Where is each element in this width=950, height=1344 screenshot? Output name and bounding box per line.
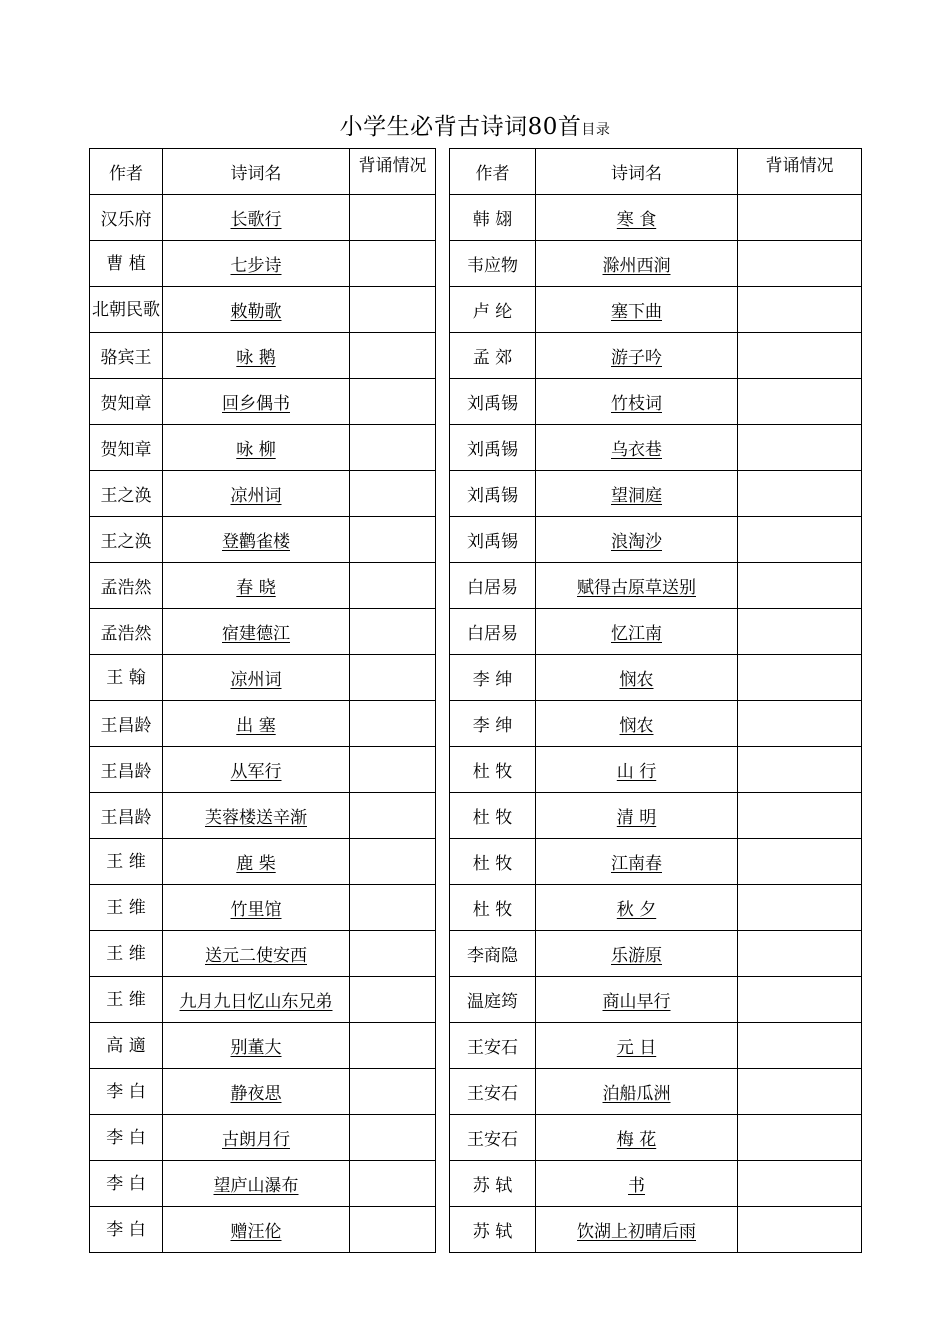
author-right: 白居易 (450, 563, 536, 609)
recite-status-left[interactable] (350, 1023, 436, 1069)
poem-title-right-text: 饮湖上初晴后雨 (577, 1222, 696, 1242)
poem-title-left (163, 977, 350, 1023)
table-row (90, 195, 862, 241)
author-right: 杜 牧 (450, 747, 536, 793)
poem-title-right (536, 241, 738, 287)
poem-title-right-text: 望洞庭 (611, 486, 662, 506)
author-right: 刘禹锡 (450, 379, 536, 425)
poem-title-left (163, 241, 350, 287)
table-row (90, 1161, 862, 1207)
poem-title-right-text: 忆江南 (611, 624, 662, 644)
author-right: 刘禹锡 (450, 517, 536, 563)
table-row (90, 609, 862, 655)
recite-status-right[interactable] (738, 333, 862, 379)
table-row (90, 241, 862, 287)
recite-status-left[interactable] (350, 471, 436, 517)
poem-title-left (163, 1161, 350, 1207)
poem-title-right (536, 839, 738, 885)
author-left: 王之涣 (90, 517, 163, 563)
poem-title-left-text: 长歌行 (230, 210, 282, 230)
author-right: 王安石 (450, 1115, 536, 1161)
column-gap (436, 1069, 450, 1115)
recite-status-left[interactable] (350, 977, 436, 1023)
poem-title-left-text: 别董大 (230, 1038, 282, 1058)
recite-status-right[interactable] (738, 379, 862, 425)
poem-title-right (536, 609, 738, 655)
recite-status-right[interactable] (738, 885, 862, 931)
recite-status-left[interactable] (350, 1161, 436, 1207)
recite-status-right[interactable] (738, 747, 862, 793)
column-gap (436, 1023, 450, 1069)
poem-title-left (163, 885, 350, 931)
poem-title-left (163, 701, 350, 747)
recite-status-right[interactable] (738, 1023, 862, 1069)
table-row (90, 471, 862, 517)
poem-title-left (163, 425, 350, 471)
page-title (0, 108, 950, 141)
poem-title-left-text: 咏 鹅 (236, 348, 276, 368)
poem-title-right (536, 195, 738, 241)
recite-status-right[interactable] (738, 241, 862, 287)
poem-title-left-text: 从军行 (230, 762, 282, 782)
column-gap (436, 287, 450, 333)
recite-status-left[interactable] (350, 1069, 436, 1115)
poem-title-left-text: 鹿 柴 (236, 854, 276, 874)
poem-title-right-text: 乐游原 (611, 946, 662, 966)
poem-title-left (163, 839, 350, 885)
title-main: 小学生必背古诗词80首 (339, 114, 582, 140)
poem-title-right (536, 655, 738, 701)
table-row (90, 1115, 862, 1161)
author-left: 王 维 (90, 931, 163, 977)
poem-title-right (536, 471, 738, 517)
column-gap (436, 747, 450, 793)
author-right: 杜 牧 (450, 885, 536, 931)
table-row (90, 563, 862, 609)
author-left: 李 白 (90, 1207, 163, 1253)
poem-title-left (163, 609, 350, 655)
poem-title-right (536, 701, 738, 747)
poem-title-left (163, 517, 350, 563)
poem-table (89, 148, 862, 1253)
author-left: 贺知章 (90, 379, 163, 425)
poem-title-left (163, 1069, 350, 1115)
recite-status-left[interactable] (350, 747, 436, 793)
author-right: 杜 牧 (450, 793, 536, 839)
poem-title-right-text: 塞下曲 (611, 302, 662, 322)
table-row (90, 333, 862, 379)
author-left: 曹 植 (90, 241, 163, 287)
table-row (90, 379, 862, 425)
poem-title-left-text: 出 塞 (236, 716, 276, 736)
poem-title-left-text: 敕勒歌 (230, 302, 282, 322)
recite-status-right[interactable] (738, 1115, 862, 1161)
table-row (90, 885, 862, 931)
poem-title-left-text: 凉州词 (230, 670, 282, 690)
author-left: 贺知章 (90, 425, 163, 471)
table-row (90, 1207, 862, 1253)
recite-status-left[interactable] (350, 287, 436, 333)
table-row (90, 425, 862, 471)
poem-title-left (163, 1023, 350, 1069)
poem-title-right-text: 书 (628, 1176, 645, 1196)
author-right: 刘禹锡 (450, 471, 536, 517)
column-gap (436, 517, 450, 563)
author-left: 李 白 (90, 1069, 163, 1115)
poem-title-right-text: 山 行 (616, 762, 657, 782)
poem-title-right (536, 563, 738, 609)
column-gap (436, 333, 450, 379)
table-row (90, 1069, 862, 1115)
poem-title-right (536, 333, 738, 379)
recite-status-left[interactable] (350, 241, 436, 287)
author-right: 孟 郊 (450, 333, 536, 379)
recite-status-left[interactable] (350, 655, 436, 701)
column-gap (436, 471, 450, 517)
table-row (90, 517, 862, 563)
header-row (90, 149, 862, 195)
poem-title-right (536, 977, 738, 1023)
poem-title-left (163, 931, 350, 977)
recite-status-right[interactable] (738, 517, 862, 563)
recite-status-left[interactable] (350, 563, 436, 609)
author-left: 李 白 (90, 1161, 163, 1207)
author-right: 温庭筠 (450, 977, 536, 1023)
author-left: 王 维 (90, 977, 163, 1023)
column-gap (436, 977, 450, 1023)
column-gap (436, 425, 450, 471)
poem-title-left (163, 793, 350, 839)
poem-title-right (536, 885, 738, 931)
poem-title-right-text: 元 日 (616, 1038, 657, 1058)
poem-title-right-text: 江南春 (611, 854, 662, 874)
table-row (90, 701, 862, 747)
column-gap (436, 1115, 450, 1161)
header-poem-left: 诗词名 (163, 149, 350, 195)
column-gap (436, 701, 450, 747)
author-right: 杜 牧 (450, 839, 536, 885)
header-author-left: 作者 (90, 149, 163, 195)
column-gap (436, 1207, 450, 1253)
table-row (90, 977, 862, 1023)
column-gap (436, 655, 450, 701)
poem-title-right-text: 秋 夕 (616, 900, 657, 920)
recite-status-right[interactable] (738, 839, 862, 885)
poem-title-right (536, 287, 738, 333)
poem-title-left-text: 春 晓 (236, 578, 276, 598)
recite-status-right[interactable] (738, 931, 862, 977)
poem-title-left-text: 望庐山瀑布 (213, 1176, 299, 1196)
poem-title-left (163, 655, 350, 701)
author-right: 韦应物 (450, 241, 536, 287)
recite-status-right[interactable] (738, 1069, 862, 1115)
poem-title-right-text: 滁州西涧 (602, 256, 671, 276)
recite-status-left[interactable] (350, 195, 436, 241)
column-gap (436, 931, 450, 977)
column-gap (436, 839, 450, 885)
author-right: 刘禹锡 (450, 425, 536, 471)
column-gap (436, 241, 450, 287)
table-row (90, 287, 862, 333)
table-row (90, 839, 862, 885)
column-gap (436, 563, 450, 609)
recite-status-right[interactable] (738, 701, 862, 747)
poem-title-left (163, 471, 350, 517)
author-left: 王之涣 (90, 471, 163, 517)
poem-title-right (536, 379, 738, 425)
poem-title-right-text: 商山早行 (602, 992, 671, 1012)
author-left: 孟浩然 (90, 609, 163, 655)
poem-title-right-text: 寒 食 (616, 210, 657, 230)
recite-status-left[interactable] (350, 517, 436, 563)
poem-title-left-text: 回乡偶书 (222, 394, 290, 414)
column-gap (436, 195, 450, 241)
table-row (90, 793, 862, 839)
author-right: 卢 纶 (450, 287, 536, 333)
recite-status-right[interactable] (738, 287, 862, 333)
recite-status-left[interactable] (350, 333, 436, 379)
author-left: 北朝民歌 (90, 287, 163, 333)
header-author-right: 作者 (450, 149, 536, 195)
author-right: 韩 翃 (450, 195, 536, 241)
column-gap (436, 793, 450, 839)
poem-title-right (536, 1069, 738, 1115)
recite-status-right[interactable] (738, 1161, 862, 1207)
author-left: 王昌龄 (90, 747, 163, 793)
poem-title-right-text: 悯农 (619, 716, 654, 736)
author-right: 李 绅 (450, 655, 536, 701)
poem-title-right-text: 清 明 (616, 808, 657, 828)
author-right: 王安石 (450, 1069, 536, 1115)
recite-status-left[interactable] (350, 931, 436, 977)
author-left: 王昌龄 (90, 701, 163, 747)
poem-title-left (163, 1115, 350, 1161)
recite-status-left[interactable] (350, 1207, 436, 1253)
poem-title-right-text: 乌衣巷 (611, 440, 662, 460)
author-left: 高 適 (90, 1023, 163, 1069)
poem-title-left-text: 静夜思 (230, 1084, 282, 1104)
poem-title-left-text: 咏 柳 (236, 440, 276, 460)
author-left: 骆宾王 (90, 333, 163, 379)
poem-title-left (163, 563, 350, 609)
author-right: 李商隐 (450, 931, 536, 977)
poem-title-left (163, 333, 350, 379)
poem-title-right-text: 竹枝词 (611, 394, 662, 414)
recite-status-left[interactable] (350, 839, 436, 885)
poem-title-left-text: 七步诗 (230, 256, 282, 276)
author-left: 王 翰 (90, 655, 163, 701)
poem-title-right (536, 1161, 738, 1207)
poem-title-right (536, 1207, 738, 1253)
poem-title-right (536, 931, 738, 977)
poem-title-right (536, 747, 738, 793)
poem-title-left-text: 宿建德江 (222, 624, 290, 644)
recite-status-right[interactable] (738, 793, 862, 839)
recite-status-right[interactable] (738, 425, 862, 471)
poem-title-left (163, 379, 350, 425)
author-left: 李 白 (90, 1115, 163, 1161)
author-left: 王昌龄 (90, 793, 163, 839)
header-poem-right: 诗词名 (536, 149, 738, 195)
author-right: 李 绅 (450, 701, 536, 747)
author-right: 苏 轼 (450, 1161, 536, 1207)
recite-status-left[interactable] (350, 701, 436, 747)
column-gap (436, 379, 450, 425)
poem-title-left-text: 登鹳雀楼 (222, 532, 290, 552)
author-left: 王 维 (90, 839, 163, 885)
recite-status-left[interactable] (350, 885, 436, 931)
poem-title-right (536, 1115, 738, 1161)
title-sub: 目录 (581, 122, 611, 138)
recite-status-left[interactable] (350, 1115, 436, 1161)
author-right: 白居易 (450, 609, 536, 655)
poem-title-left (163, 747, 350, 793)
poem-title-right-text: 悯农 (619, 670, 654, 690)
poem-title-right-text: 赋得古原草送别 (577, 578, 696, 598)
author-left: 孟浩然 (90, 563, 163, 609)
recite-status-left[interactable] (350, 609, 436, 655)
recite-status-right[interactable] (738, 195, 862, 241)
poem-title-right-text: 浪淘沙 (611, 532, 662, 552)
poem-title-right-text: 泊船瓜洲 (602, 1084, 671, 1104)
recite-status-right[interactable] (738, 563, 862, 609)
recite-status-right[interactable] (738, 471, 862, 517)
table-row (90, 655, 862, 701)
table-row (90, 1023, 862, 1069)
author-left: 汉乐府 (90, 195, 163, 241)
author-right: 王安石 (450, 1023, 536, 1069)
poem-title-left (163, 287, 350, 333)
header-status-left: 背诵情况 (350, 149, 436, 195)
poem-title-right-text: 梅 花 (616, 1130, 657, 1150)
recite-status-left[interactable] (350, 379, 436, 425)
poem-title-left-text: 送元二使安西 (205, 946, 307, 966)
poem-title-right (536, 793, 738, 839)
poem-title-left-text: 竹里馆 (230, 900, 282, 920)
poem-title-left-text: 赠汪伦 (230, 1222, 282, 1242)
poem-title-right-text: 游子吟 (611, 348, 662, 368)
column-gap (436, 149, 450, 195)
poem-title-right (536, 1023, 738, 1069)
poem-title-left-text: 凉州词 (230, 486, 282, 506)
author-right: 苏 轼 (450, 1207, 536, 1253)
recite-status-right[interactable] (738, 1207, 862, 1253)
column-gap (436, 1161, 450, 1207)
poem-title-left-text: 芙蓉楼送辛渐 (205, 808, 307, 828)
author-left: 王 维 (90, 885, 163, 931)
poem-title-right (536, 425, 738, 471)
poem-title-left (163, 1207, 350, 1253)
recite-status-right[interactable] (738, 655, 862, 701)
column-gap (436, 609, 450, 655)
table-row (90, 747, 862, 793)
table-row (90, 931, 862, 977)
recite-status-right[interactable] (738, 609, 862, 655)
recite-status-right[interactable] (738, 977, 862, 1023)
column-gap (436, 885, 450, 931)
poem-title-left-text: 古朗月行 (222, 1130, 290, 1150)
poem-title-right (536, 517, 738, 563)
poem-title-left (163, 195, 350, 241)
poem-title-left-text: 九月九日忆山东兄弟 (179, 992, 333, 1012)
recite-status-left[interactable] (350, 425, 436, 471)
recite-status-left[interactable] (350, 793, 436, 839)
header-status-right: 背诵情况 (738, 149, 862, 195)
